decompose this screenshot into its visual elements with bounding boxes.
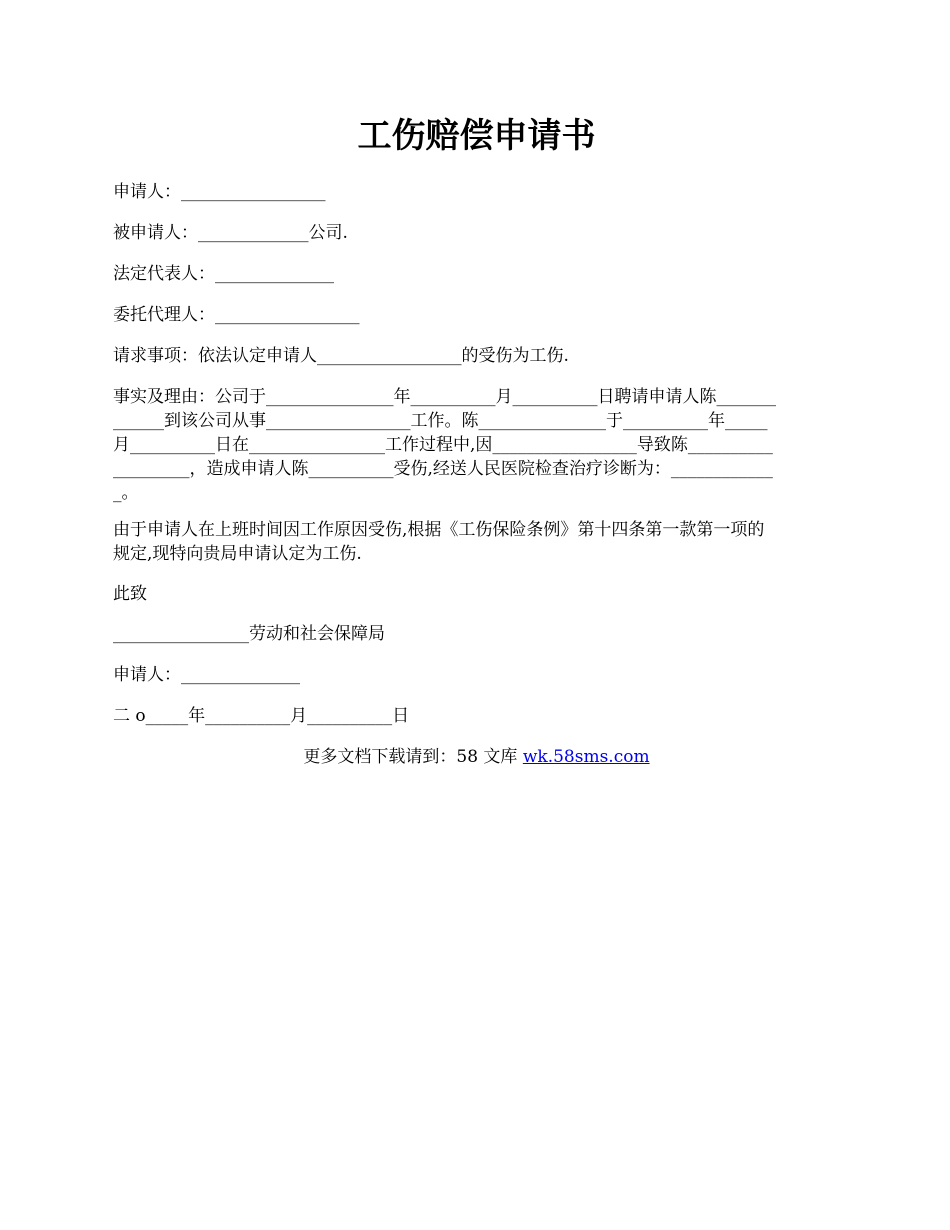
legal-representative-line: 法定代表人：______________ (113, 264, 334, 284)
reason-line-1: 由于申请人在上班时间因工作原因受伤,根据《工伤保险条例》第十四条第一款第一项的 (113, 520, 765, 540)
respondent-line: 被申请人：_____________公司. (113, 223, 348, 243)
footer-link[interactable]: wk.58sms.com (522, 747, 650, 767)
footer-prefix: 更多文档下载请到：58 文库 (303, 747, 523, 767)
facts-line-5: _。 (113, 483, 139, 503)
facts-line-4: _________，造成申请人陈__________受伤,经送人民医院检查治疗诊断为：____________ (113, 459, 773, 479)
salutation: 此致 (113, 584, 147, 604)
facts-line-3: 月__________日在________________工作过程中,因_________________导致陈__________ (113, 435, 773, 455)
footer (113, 745, 840, 769)
facts-line-2: ______到该公司从事_________________工作。陈_______________于__________年_____ (113, 411, 768, 431)
request-line: 请求事项：依法认定申请人_________________的受伤为工伤. (113, 346, 569, 366)
agent-line: 委托代理人：_________________ (113, 305, 360, 325)
bureau-line: ________________劳动和社会保障局 (113, 624, 385, 644)
applicant-signature-line: 申请人：______________ (113, 665, 300, 685)
document-title: 工伤赔偿申请书 (357, 116, 596, 156)
facts-line-1: 事实及理由：公司于_______________年__________月__________日聘请申请人陈_______ (113, 387, 776, 407)
reason-line-2: 规定,现特向贵局申请认定为工伤. (113, 544, 362, 564)
date-line: 二 o_____年__________月__________日 (113, 706, 410, 726)
applicant-line: 申请人：_________________ (113, 182, 326, 202)
